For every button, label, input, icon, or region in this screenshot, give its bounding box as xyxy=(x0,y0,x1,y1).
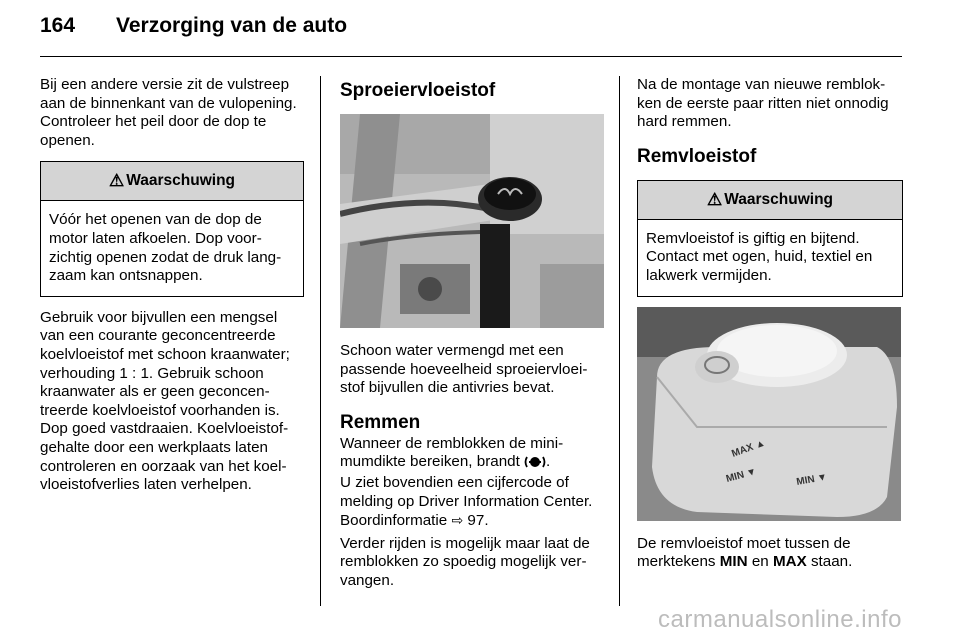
max-label: MAX xyxy=(772,553,807,571)
warning-header xyxy=(638,181,902,220)
level-text-part2: staan. xyxy=(810,553,853,571)
min-label: MIN xyxy=(719,553,748,571)
board-info-reference[interactable] xyxy=(340,511,604,531)
brake-fluid-warning-box xyxy=(637,180,903,297)
page-title: Verzorging van de auto xyxy=(116,14,348,37)
column-2 xyxy=(340,76,604,591)
column-3 xyxy=(637,76,903,572)
header-divider xyxy=(40,56,902,57)
brake-pads-text-part2: . xyxy=(546,453,551,471)
warning-header xyxy=(41,162,303,201)
washer-fluid-text: Schoon water vermengd met een passende hoeveelheid sproeiervloeistof bijvullen die antivries bevat. xyxy=(340,342,588,397)
brake-message-text: U ziet bovendien een cijfercode of melding op Driver Information Center. xyxy=(340,473,593,510)
brake-replace-text: Verder rijden is mogelijk maar laat de remblokken zo spoedig mogelijk vervangen. xyxy=(340,534,590,589)
coolant-level-intro: Bij een andere versie zit de vulstreep aan de binnenkant van de vulopening. Controleer het peil door de dop te openen. xyxy=(40,76,297,149)
warning-title: Waarschuwing xyxy=(724,190,834,208)
washer-fluid-heading: Sproeiervloeistof xyxy=(340,80,496,101)
warning-title: Waarschuwing xyxy=(126,172,236,190)
warning-text: Vóór het openen van de dop de motor laten afkoelen. Dop voorzichtig openen zodat de druk langzaam kan ontsnappen. xyxy=(49,211,282,285)
washer-fluid-reservoir-photo xyxy=(340,114,604,328)
brake-pad-warning-icon xyxy=(524,455,546,469)
new-pads-text: Na de montage van nieuwe remblokken de eerste paar ritten niet onnodig hard remmen. xyxy=(637,76,889,131)
min-mark-label-left: MIN ▼ xyxy=(724,465,758,485)
brake-fluid-reservoir-photo xyxy=(637,307,901,521)
brake-pads-text xyxy=(340,435,604,472)
watermark: carmanualsonline.info xyxy=(658,606,902,633)
warning-triangle-icon: ⚠ xyxy=(108,171,125,191)
coolant-refill-text: Gebruik voor bijvullen een mengsel van een courante geconcentreerde koelvloeistof met schoon kraanwater; verhouding 1 : 1. Gebruik schoon kraanwater als er geen geconcentreerde koelvloeistof voorhanden is. Dop goed vastdraaien. Koelvloeistofgehalte door een werkplaats laten controleren en oorzaak van het koelvloeistofverlies laten verhelpen. xyxy=(40,308,290,494)
column-1 xyxy=(40,76,304,495)
page-number: 164 xyxy=(40,14,76,37)
brake-fluid-level-text xyxy=(637,535,903,572)
warning-text: Remvloeistof is giftig en bijtend. Contact met ogen, huid, textiel en lakwerk vermijden. xyxy=(646,229,873,284)
min-mark-label-right: MIN ▼ xyxy=(795,471,829,488)
reference-page: 97. xyxy=(467,512,489,530)
coolant-warning-box xyxy=(40,161,304,296)
and-word: en xyxy=(751,553,769,571)
column-divider-2 xyxy=(619,76,620,606)
brake-pads-text-part1: Wanneer de remblokken de minimumdikte bereiken, brandt xyxy=(340,434,564,471)
level-text-part1: De remvloeistof moet tussen de merktekens xyxy=(637,534,851,571)
max-mark-label: MAX ▲ xyxy=(730,437,767,460)
column-divider-1 xyxy=(320,76,321,606)
warning-triangle-icon: ⚠ xyxy=(706,189,723,209)
reference-label: Boordinformatie xyxy=(340,512,448,530)
brakes-heading: Remmen xyxy=(340,411,421,433)
page-reference-arrow-icon: ⇨ xyxy=(451,512,464,529)
brake-fluid-heading: Remvloeistof xyxy=(637,145,757,167)
